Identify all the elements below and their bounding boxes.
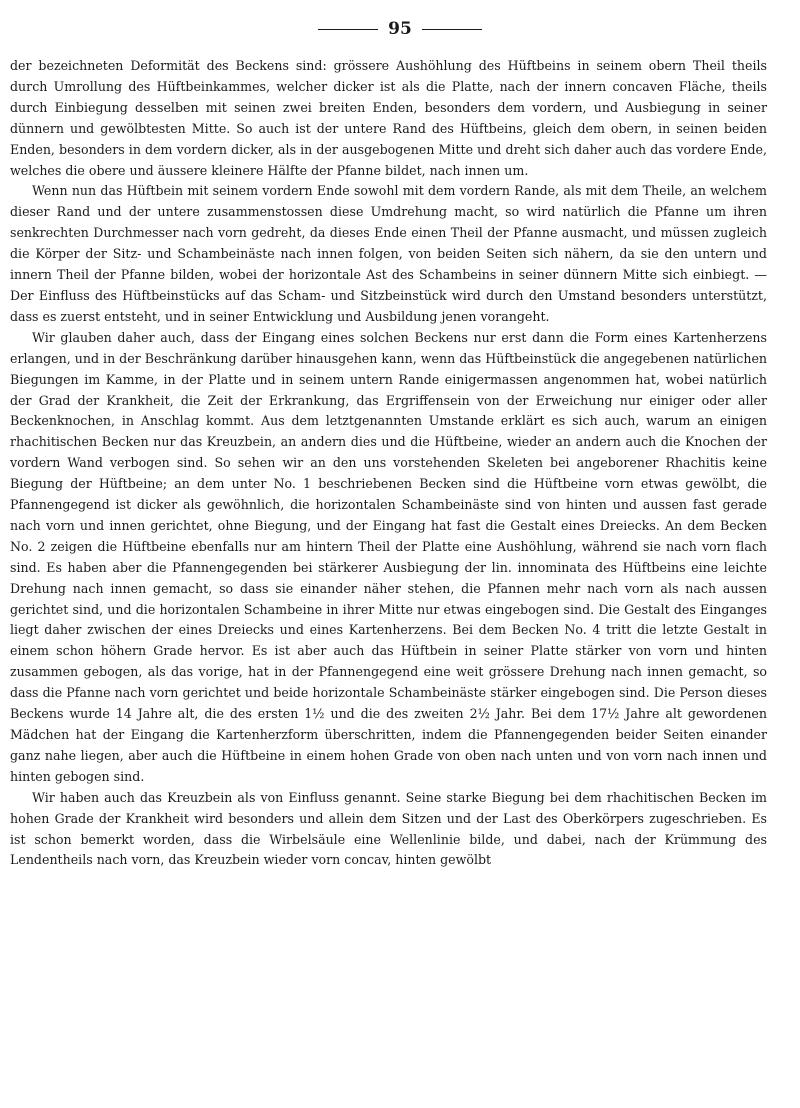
paragraph-4: Wir haben auch das Kreuzbein als von Einfluss genannt. Seine starke Biegung bei dem rhachitischen Becken im hohen Grade der Krankheit wird besonders und allein dem Sitzen und der Last des Oberkörpers zugeschrieben. Es ist schon bemerkt worden, dass die Wirbelsäule eine Wellenlinie bilde, und dabei, nach der Krümmung des Lendentheils nach vorn, das Kreuzbein wieder vorn concav, hinten gewölbt [10, 789, 767, 868]
header-rule-right [422, 29, 482, 30]
paragraph-3: Wir glauben daher auch, dass der Eingang eines solchen Beckens nur erst dann die Form eines Kartenherzens erlangen, und in der Beschränkung darüber hinausgehen kann, wenn das Hüftbeinstück die angegebenen natürlichen Biegungen im Kamme, in der Platte und in seinem untern Rande einigermassen angenommen hat, wobei natürlich der Grad der Krankheit, die Zeit der Erkrankung, das Ergriffensein von der Erweichung nur einiger oder aller Beckenknochen, in Anschlag kommt. Aus dem letztgenannten Umstande erklärt es sich auch, warum an einigen rhachitischen Becken nur das Kreuzbein, an andern dies und die Hüftbeine, wieder an andern auch die Knochen der vordern Wand verbogen sind. So sehen wir an den uns vorstehenden Skeleten bei angeborener Rhachitis keine Biegung der Hüftbeine; an dem unter No. 1 beschriebenen Becken sind die Hüftbeine vorn etwas gewölbt, die Pfannengegend ist dicker als gewöhnlich, die horizontalen Schambeinäste sind von hinten und aussen fast gerade nach vorn und innen gerichtet, ohne Biegung, und der Eingang hat fast die Gestalt eines Dreiecks. An dem Becken No. 2 zeigen die Hüftbeine ebenfalls nur am hintern Theil der Platte eine Aushöhlung, während sie nach vorn flach sind. Es haben aber die Pfannengegenden bei stärkerer Ausbiegung der lin. innominata des Hüftbeins eine leichte Drehung nach innen gemacht, so dass sie einander näher stehen, die Pfannen mehr nach vorn als nach aussen gerichtet sind, und die horizontalen Schambeine in ihrer Mitte nur etwas eingebogen sind. Die Gestalt des Einganges liegt daher zwischen der eines Dreiecks und eines Kartenherzens. Bei dem Becken No. 4 tritt die letzte Gestalt in einem schon höhern Grade hervor. Es ist aber auch das Hüftbein in seiner Platte stärker von vorn und hinten zusammen gebogen, als das vorige, hat in der Pfannengegend eine weit grössere Drehung nach innen gemacht, so dass die Pfanne nach vorn gerichtet und beide horizontale Schambeinäste stärker eingebogen sind. Die Person dieses Beckens wurde 14 Jahre alt, die des ersten 1½ und die des zweiten 2½ Jahr. Bei dem 17½ Jahre alt gewordenen Mädchen hat der Eingang die Kartenherzform überschritten, indem die Pfannengegenden beider Seiten einander ganz nahe liegen, aber auch die Hüftbeine in einem hohen Grade von oben nach unten und von vorn nach innen und hinten gebogen sind. [10, 329, 768, 784]
page-header [0, 19, 800, 39]
header-rule-left [318, 29, 378, 30]
paragraph-1: der bezeichneten Deformität des Beckens sind: grössere Aushöhlung des Hüftbeins in seinem obern Theil theils durch Umrollung des Hüftbeinkammes, welcher dicker ist als die Platte, nach der innern concaven Fläche, theils durch Einbiegung desselben mit seinen zwei breiten Enden, besonders dem vordern, und Ausbiegung in seiner dünnern und gewölbtesten Mitte. So auch ist der untere Rand des Hüftbeins, gleich dem obern, in seinen beiden Enden, besonders in dem vordern dicker, als in der ausgebogenen Mitte und dreht sich daher auch das vordere Ende, welches die obere und äussere kleinere Hälfte der Pfanne bildet, nach innen um. [10, 58, 767, 178]
paragraph-2: Wenn nun das Hüftbein mit seinem vordern Ende sowohl mit dem vordern Rande, als mit dem Theile, an welchem dieser Rand und der untere zusammenstossen diese Umdrehung macht, so wird natürlich die Pfanne um ihren senkrechten Durchmesser nach vorn gedreht, da dieses Ende einen Theil der Pfanne ausmacht, und müssen zugleich die Körper der Sitz- und Schambeinäste nach innen folgen, von beiden Seiten sich nähern, da sie den untern und innern Theil der Pfanne bilden, wobei der horizontale Ast des Schambeins in seiner dünnern Mitte sich einbiegt. — Der Einfluss des Hüftbeinstücks auf das Scham- und Sitzbeinstück wird durch den Umstand besonders unterstützt, dass es zuerst entsteht, und in seiner Entwicklung und Ausbildung jenen vorangeht. [10, 183, 767, 324]
page-number: 95 [388, 19, 412, 39]
